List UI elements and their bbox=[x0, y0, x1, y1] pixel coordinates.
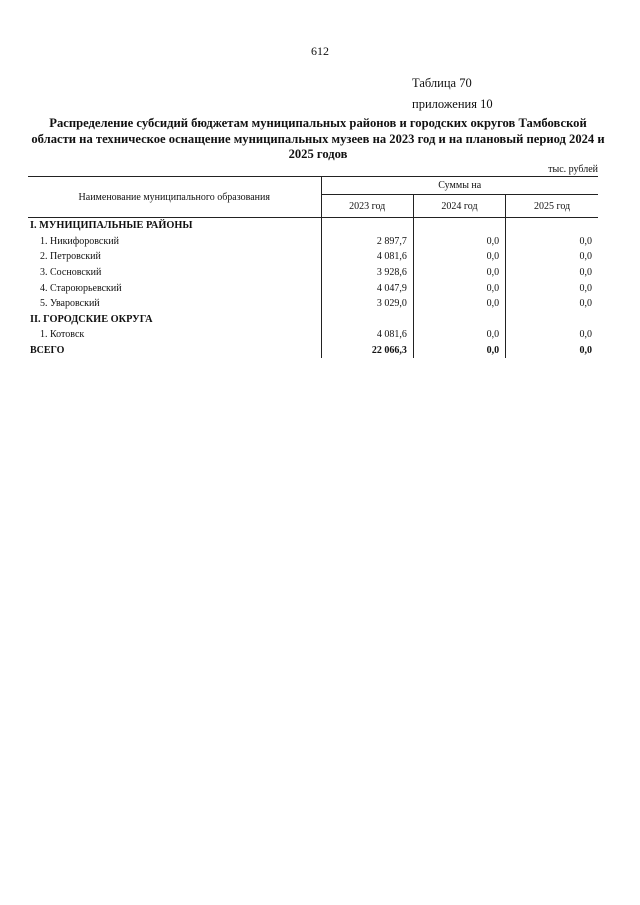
value-2023: 4 047,9 bbox=[321, 280, 413, 296]
value-2025: 0,0 bbox=[506, 327, 598, 343]
units-label: тыс. рублей bbox=[548, 164, 598, 175]
row-name: 1. Котовск bbox=[40, 329, 85, 341]
value-2025: 0,0 bbox=[506, 234, 598, 250]
value-2023: 3 029,0 bbox=[321, 296, 413, 312]
header-year-2023: 2023 год bbox=[321, 195, 413, 218]
total-row bbox=[28, 343, 598, 359]
value-2025: 0,0 bbox=[506, 249, 598, 265]
value-2024: 0,0 bbox=[413, 296, 505, 312]
section-row bbox=[28, 312, 598, 328]
value-2024: 0,0 bbox=[413, 249, 505, 265]
table-row bbox=[28, 327, 598, 343]
table-row bbox=[28, 280, 598, 296]
value-2025: 0,0 bbox=[506, 296, 598, 312]
value-2024: 0,0 bbox=[413, 265, 505, 281]
value-2024: 0,0 bbox=[413, 234, 505, 250]
row-name: 4. Староюрьевский bbox=[40, 282, 122, 294]
total-label: ВСЕГО bbox=[30, 345, 65, 357]
document-title: Распределение субсидий бюджетам муниципальных районов и городских округов Тамбовской области на техническое оснащение муниципальных музеев на 2023 год и на плановый период 2024 и 2025 годов bbox=[31, 116, 605, 161]
total-2024: 0,0 bbox=[413, 343, 505, 359]
appendix-label: приложения 10 bbox=[412, 97, 493, 111]
value-2024: 0,0 bbox=[413, 327, 505, 343]
row-name: 2. Петровский bbox=[40, 251, 101, 263]
section-row bbox=[28, 218, 598, 234]
row-name: 5. Уваровский bbox=[40, 298, 100, 310]
row-name: 3. Сосновский bbox=[40, 267, 102, 279]
header-name: Наименование муниципального образования bbox=[28, 177, 321, 218]
table-label: Таблица 70 bbox=[412, 76, 472, 90]
row-name: 1. Никифоровский bbox=[40, 235, 119, 247]
table-row bbox=[28, 249, 598, 265]
page-number: 612 bbox=[311, 44, 329, 58]
table-row bbox=[28, 234, 598, 250]
value-2023: 2 897,7 bbox=[321, 234, 413, 250]
header-sums: Суммы на bbox=[321, 177, 598, 195]
total-2025: 0,0 bbox=[506, 343, 598, 359]
section-title: I. МУНИЦИПАЛЬНЫЕ РАЙОНЫ bbox=[30, 220, 193, 232]
value-2023: 3 928,6 bbox=[321, 265, 413, 281]
value-2023: 4 081,6 bbox=[321, 249, 413, 265]
table-row bbox=[28, 265, 598, 281]
subsidy-table bbox=[28, 176, 598, 358]
section-title: II. ГОРОДСКИЕ ОКРУГА bbox=[30, 313, 153, 325]
header-year-2024: 2024 год bbox=[413, 195, 505, 218]
header-year-2025: 2025 год bbox=[506, 195, 598, 218]
value-2024: 0,0 bbox=[413, 280, 505, 296]
total-2023: 22 066,3 bbox=[321, 343, 413, 359]
value-2023: 4 081,6 bbox=[321, 327, 413, 343]
table-row bbox=[28, 296, 598, 312]
value-2025: 0,0 bbox=[506, 265, 598, 281]
value-2025: 0,0 bbox=[506, 280, 598, 296]
